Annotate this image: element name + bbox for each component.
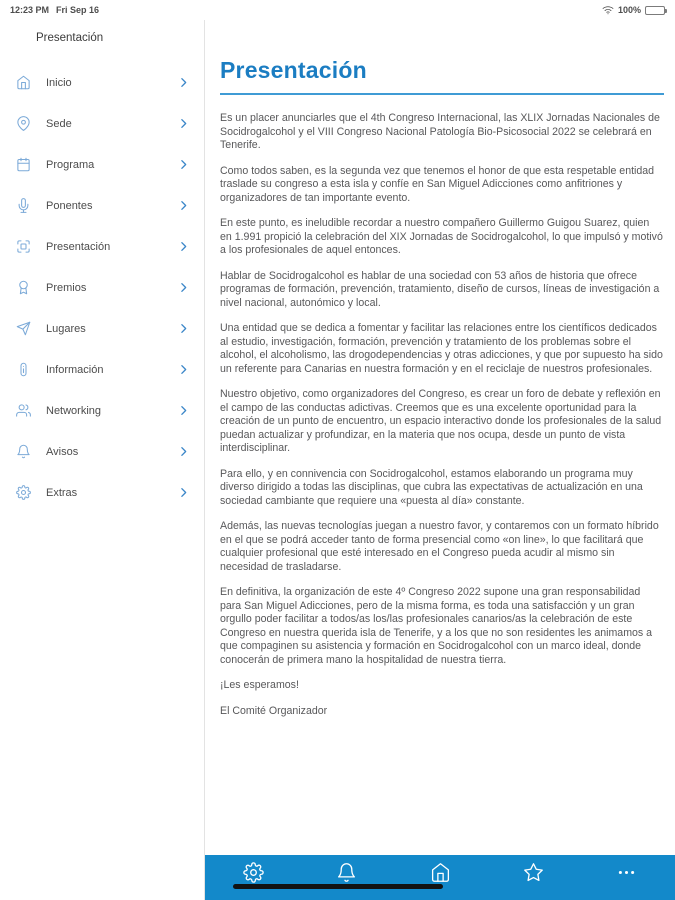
sidebar-item-informacion[interactable] bbox=[0, 349, 204, 390]
paragraph: Como todos saben, es la segunda vez que tenemos el honor de que esta respetable entidad traslade su congreso a esta isla y confíe en San Miguel Adicciones como anfitriones y organizadores de tan importante evento. bbox=[220, 164, 655, 204]
signature-line: El Comité Organizador bbox=[220, 704, 328, 717]
sidebar-item-label: Programa bbox=[46, 158, 95, 171]
sidebar-item-label: Ponentes bbox=[46, 199, 93, 212]
chevron-right-icon bbox=[177, 76, 190, 89]
sidebar-title: Presentación bbox=[36, 32, 104, 44]
sidebar-item-inicio[interactable] bbox=[0, 62, 204, 103]
bottom-toolbar bbox=[205, 855, 675, 900]
wifi-icon bbox=[602, 5, 614, 15]
sidebar-item-label: Networking bbox=[46, 404, 102, 417]
info-icon bbox=[16, 362, 31, 377]
chevron-right-icon bbox=[177, 281, 190, 294]
page-title: Presentación bbox=[220, 57, 367, 83]
calendar-icon bbox=[16, 157, 31, 172]
more-button[interactable] bbox=[616, 862, 637, 883]
paragraph: Nuestro objetivo, como organizadores del Congreso, es crear un foro de debate y reflexión en el campo de las conductas adictivas. Creemos que es una excelente oportunidad para la creación de un punto de encuentro, un espacio interactivo donde los profesionales de la salud puedan actualizar y profundizar, en la materia que nos ocupa, desde un punto de vista interdisciplinar. bbox=[220, 388, 662, 454]
status-time: 12:23 PM bbox=[10, 5, 50, 15]
paragraph: Para ello, y en connivencia con Socidrogalcohol, estamos elaborando un programa muy diverso dirigido a todas las disciplinas, que cubra las expectativas de actualización en una sociedad cambiante que requiere una «puesta al día» constante. bbox=[220, 467, 643, 507]
paragraph: Hablar de Socidrogalcohol es hablar de una sociedad con 53 años de historia que ofrece programas de formación, prevención, tratamiento, diseño de cursos, líneas de investigación a nivel nacional, autonómico y local. bbox=[220, 269, 660, 309]
sidebar-item-label: Inicio bbox=[46, 76, 72, 89]
ellipsis-icon bbox=[616, 862, 637, 883]
bell-icon bbox=[336, 862, 357, 883]
award-icon bbox=[16, 280, 31, 295]
battery-icon bbox=[645, 6, 665, 15]
paragraph: En este punto, es ineludible recordar a nuestro compañero Guillermo Guigou Suarez, quien en 1.991 propició la celebración del XIX Jornadas de Socidrogalcohol, lo que impulsó y motivó a los profesionales de aquel entonces. bbox=[220, 217, 663, 256]
sidebar bbox=[0, 20, 205, 900]
home-icon bbox=[16, 75, 31, 90]
chevron-right-icon bbox=[177, 445, 190, 458]
sidebar-item-networking[interactable] bbox=[0, 390, 204, 431]
home-button[interactable] bbox=[430, 862, 451, 883]
article-body bbox=[220, 112, 664, 718]
chevron-right-icon bbox=[177, 363, 190, 376]
frame-icon bbox=[16, 239, 31, 254]
sidebar-item-label: Sede bbox=[46, 117, 72, 130]
sidebar-item-premios[interactable] bbox=[0, 267, 204, 308]
people-icon bbox=[16, 403, 31, 418]
status-date: Fri Sep 16 bbox=[56, 5, 100, 15]
settings-button[interactable] bbox=[243, 862, 264, 883]
microphone-icon bbox=[16, 198, 31, 213]
paragraph: Una entidad que se dedica a fomentar y facilitar las relaciones entre los científicos dedicados al estudio, investigación, formación, prevención y tratamiento de los problemas sobre el alcohol, el alcoholismo, las drogodependencias y otras adicciones, y que por supuesto ha sido un referente para Canarias en nuestra formación y en el reciclaje de nuestros profesionales. bbox=[220, 322, 663, 375]
battery-percent: 100% bbox=[617, 5, 641, 15]
content-panel bbox=[206, 20, 675, 855]
notifications-button[interactable] bbox=[336, 862, 357, 883]
home-icon bbox=[430, 862, 451, 883]
chevron-right-icon bbox=[177, 117, 190, 130]
paper-plane-icon bbox=[16, 321, 31, 336]
chevron-right-icon bbox=[177, 158, 190, 171]
status-bar bbox=[0, 0, 675, 20]
paragraph: Es un placer anunciarles que el 4th Congreso Internacional, las XLIX Jornadas Nacionales de Socidrogalcohol y el VIII Congreso Nacional Patología Bio-Psicosocial 2022 se celebrará en Tenerife. bbox=[220, 112, 660, 151]
paragraph: Además, las nuevas tecnologías juegan a nuestro favor, y contaremos con un formato híbrido en el que se podrá acceder tanto de forma presencial como «on line», lo que facilitará que cualquier profesional que esté interesado en el Congreso pueda acudir al mismo sin necesidad de trasladarse. bbox=[220, 520, 659, 573]
sidebar-item-presentacion[interactable] bbox=[0, 226, 204, 267]
chevron-right-icon bbox=[177, 240, 190, 253]
sidebar-item-extras[interactable] bbox=[0, 472, 204, 513]
sidebar-item-lugares[interactable] bbox=[0, 308, 204, 349]
chevron-right-icon bbox=[177, 486, 190, 499]
chevron-right-icon bbox=[177, 322, 190, 335]
star-icon bbox=[523, 862, 544, 883]
title-underline bbox=[220, 93, 664, 95]
sidebar-item-label: Lugares bbox=[46, 322, 86, 335]
closing-line: ¡Les esperamos! bbox=[220, 679, 299, 691]
sidebar-item-label: Premios bbox=[46, 281, 87, 294]
sidebar-item-label: Información bbox=[46, 363, 104, 376]
map-pin-icon bbox=[16, 116, 31, 131]
gear-icon bbox=[243, 862, 264, 883]
sidebar-item-label: Presentación bbox=[46, 240, 111, 253]
sidebar-item-ponentes[interactable] bbox=[0, 185, 204, 226]
sidebar-item-label: Avisos bbox=[46, 445, 79, 458]
sidebar-item-programa[interactable] bbox=[0, 144, 204, 185]
home-indicator[interactable] bbox=[233, 884, 443, 889]
bell-icon bbox=[16, 444, 31, 459]
chevron-right-icon bbox=[177, 404, 190, 417]
paragraph: En definitiva, la organización de este 4º Congreso 2022 supone una gran responsabilidad para San Miguel Adicciones, pero de la misma forma, es toda una satisfacción y un gran orgullo poder facilitar a todos/as los/las profesionales canarios/as la celebración de este Congreso en nuestra querida isla de Tenerife, y a los que no son residentes les animamos a que compaginen su asistencia y formación en Socidrogalcohol con un marco ideal, donde conocerán de primera mano la hospitalidad de nuestra tierra. bbox=[220, 586, 653, 666]
sidebar-item-sede[interactable] bbox=[0, 103, 204, 144]
chevron-right-icon bbox=[177, 199, 190, 212]
sidebar-item-label: Extras bbox=[46, 486, 78, 499]
sidebar-menu bbox=[0, 62, 204, 513]
favorites-button[interactable] bbox=[523, 862, 544, 883]
gear-icon bbox=[16, 485, 31, 500]
sidebar-item-avisos[interactable] bbox=[0, 431, 204, 472]
